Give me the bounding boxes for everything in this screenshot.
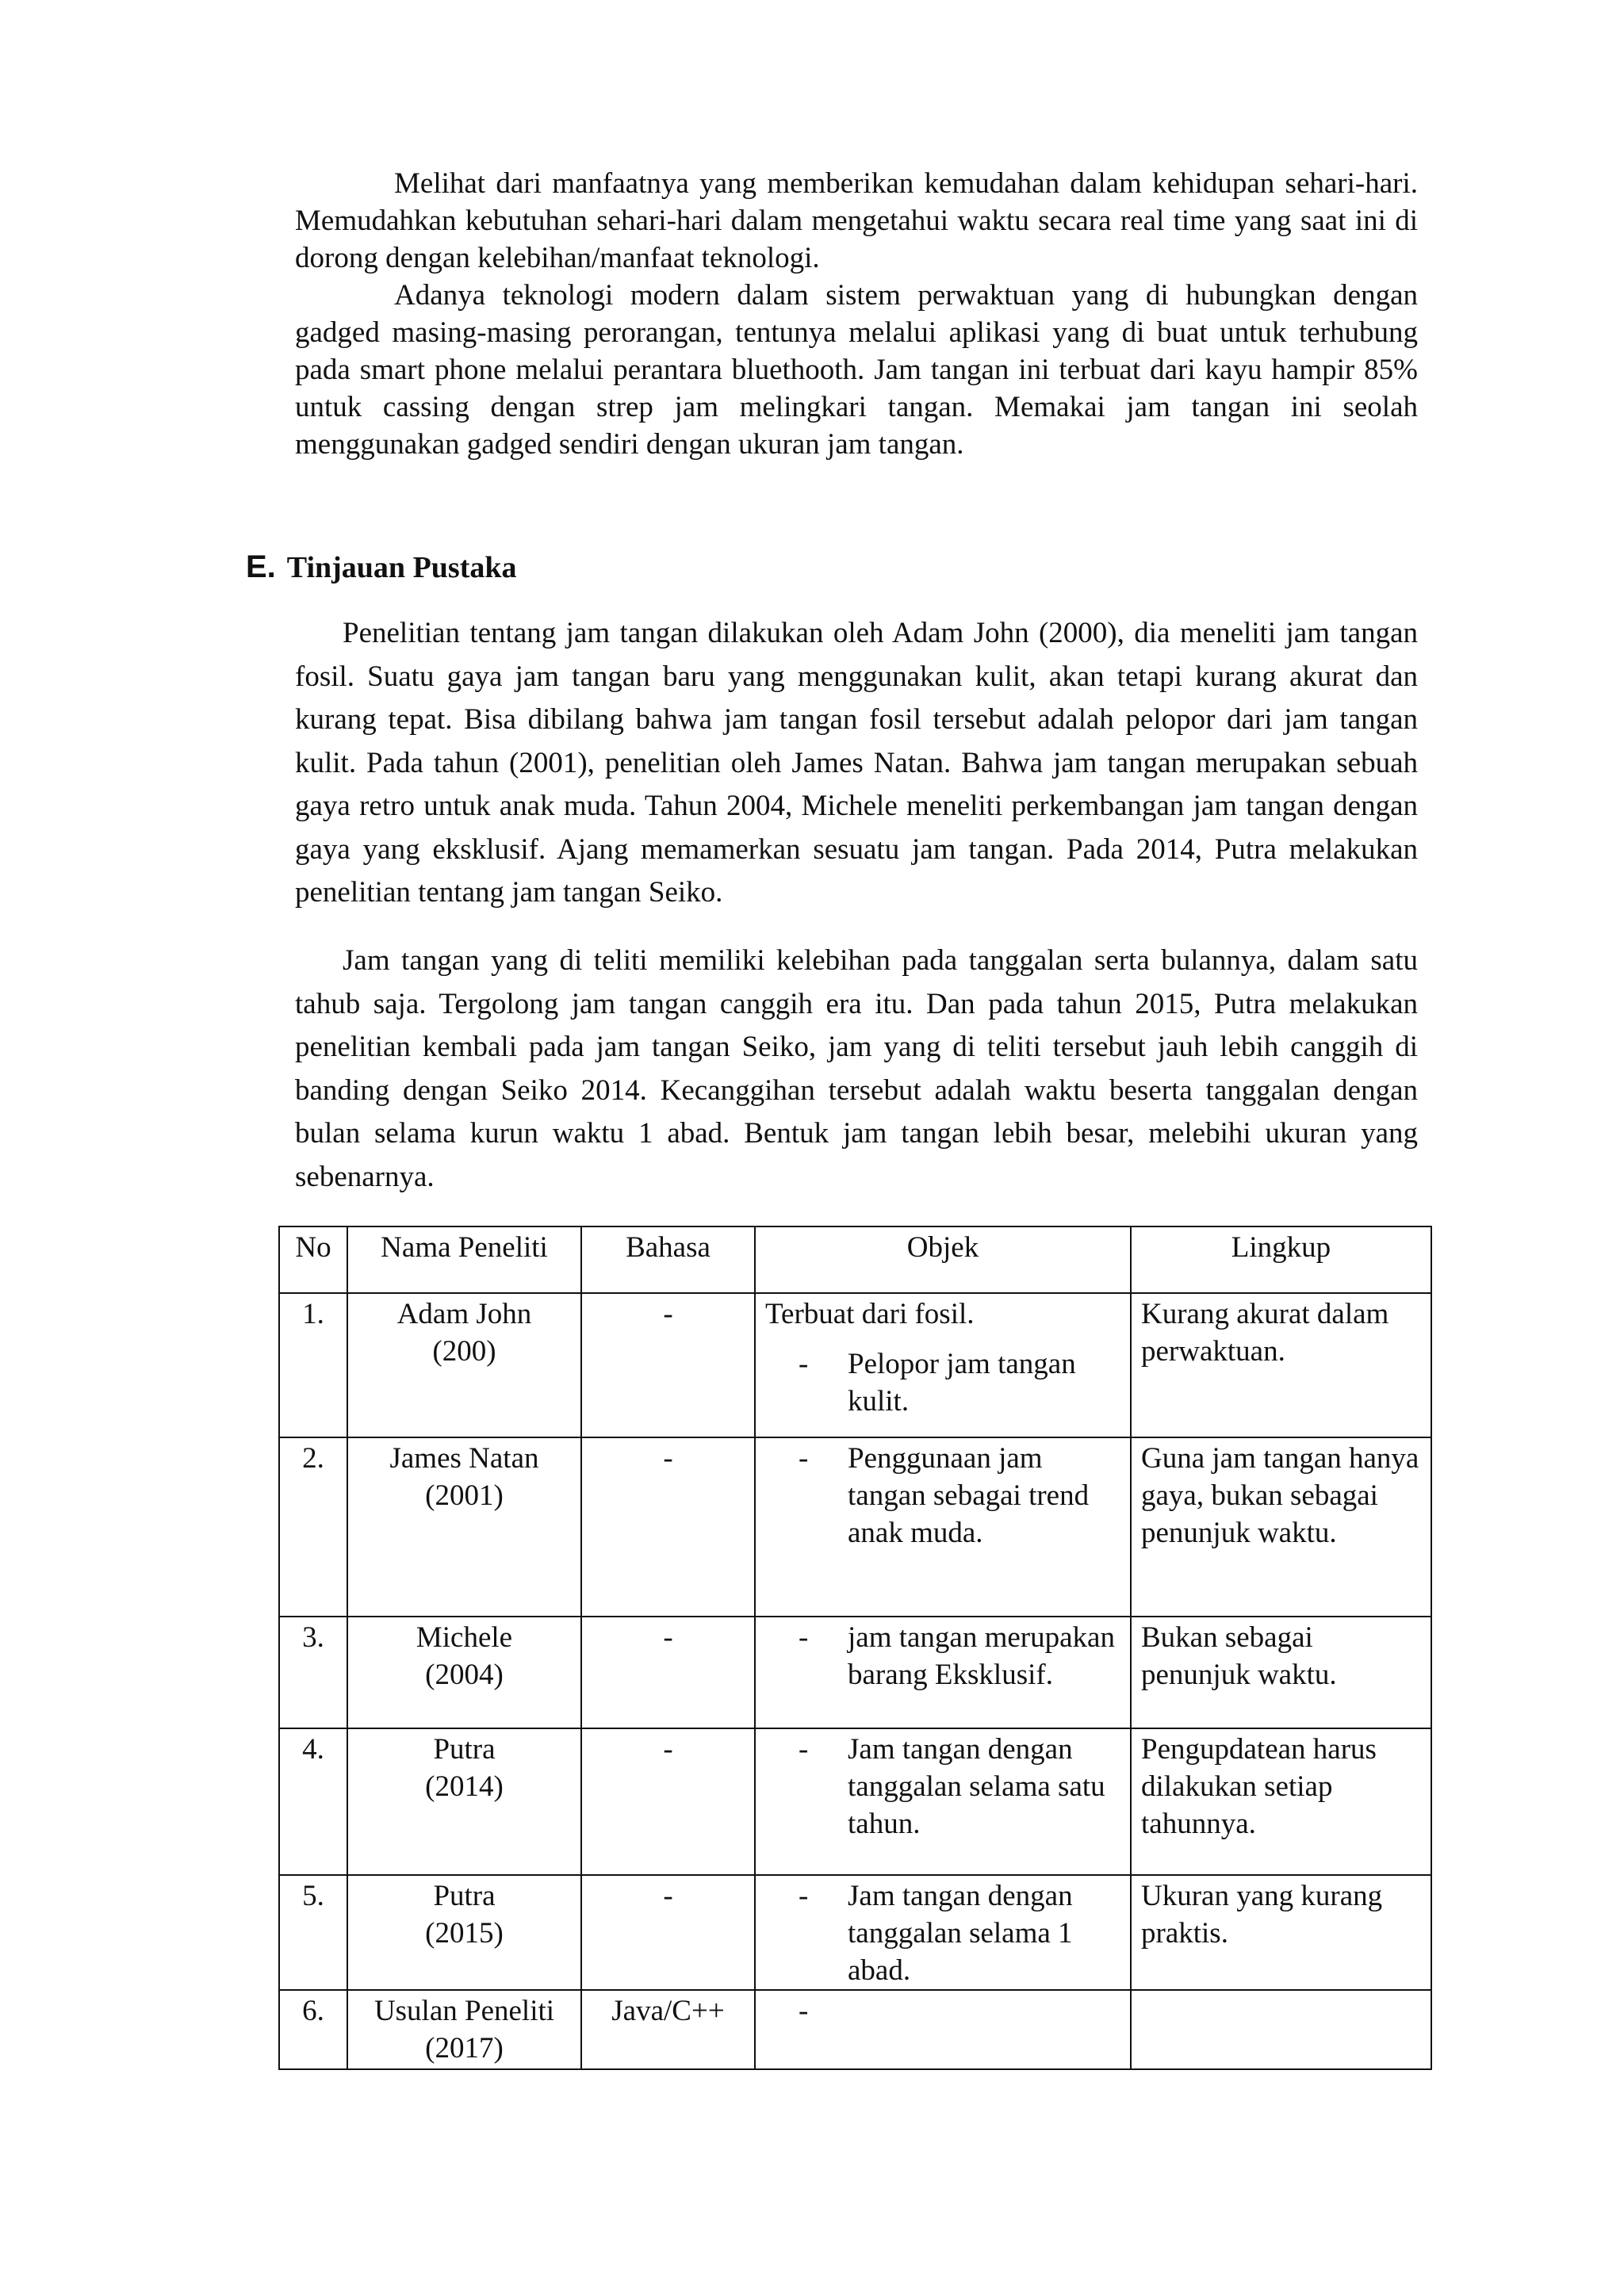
name-line: Putra [433,1880,496,1912]
cell-language: - [581,1437,755,1617]
section-heading [246,547,517,587]
table-row [279,1990,1431,2069]
year-line: (2015) [425,1917,504,1950]
object-item [765,1619,1120,1693]
cell-no: 2. [279,1437,347,1617]
name-line: Usulan Peneliti [373,1995,555,2027]
paragraph: Penelitian tentang jam tangan dilakukan oleh Adam John (2000), dia meneliti jam tangan fosil. Suatu gaya jam tangan baru yang menggunakan kulit, akan tetapi kurang akurat dan kurang tepat. Bisa dibilang bahwa jam tangan fosil tersebut adalah pelopor dari jam tangan kulit. Pada tahun (2001), penelitian oleh James Natan. Bahwa jam tangan merupakan sebuah gaya retro untuk anak muda. Tahun 2004, Michele meneliti perkembangan jam tangan dengan gaya yang eksklusif. Ajang memamerkan sesuatu jam tangan. Pada 2014, Putra melakukan penelitian tentang jam tangan Seiko. [295,617,1418,909]
paragraph: Adanya teknologi modern dalam sistem perwaktuan yang di hubungkan dengan gadged masing-masing perorangan, tentunya melalui aplikasi yang di buat untuk terhubung pada smart phone melalui perantara bluethooth. Jam tangan ini terbuat dari kayu hampir 85% untuk cassing dengan strep jam melingkari tangan. Memakai jam tangan ini seolah menggunakan gadged sendiri dengan ukuran jam tangan. [295,279,1418,461]
cell-object [755,1728,1131,1875]
table-row [279,1617,1431,1728]
research-table [278,1226,1432,2070]
paragraph: Jam tangan yang di teliti memiliki kelebihan pada tanggalan serta bulannya, dalam satu tahub saja. Tergolong jam tangan canggih era itu. Dan pada tahun 2015, Putra melakukan penelitian kembali pada jam tangan Seiko, jam yang di teliti tersebut jauh lebih canggih di banding dengan Seiko 2014. Kecanggihan tersebut adalah waktu beserta tanggalan dengan bulan selama kurun waktu 1 abad. Bentuk jam tangan lebih besar, melebihi ukuran yang sebenarnya. [295,944,1418,1193]
year-line: (2017) [425,2032,504,2064]
cell-object [755,1293,1131,1437]
object-item [765,1877,1120,1989]
object-dash: - [799,1621,809,1654]
object-dash: - [799,1348,809,1380]
name-line: Michele [416,1621,513,1654]
object-dash: - [799,1880,809,1912]
object-item [765,1731,1120,1843]
cell-object [755,1875,1131,1990]
object-text: Pelopor jam tangan kulit. [848,1348,1076,1418]
cell-language: - [581,1293,755,1437]
object-head: Terbuat dari fosil. [765,1298,975,1330]
cell-object [755,1990,1131,2069]
section-letter: E. [246,549,276,584]
section-title: Tinjauan Pustaka [286,551,517,584]
cell-no: 1. [279,1293,347,1437]
year-line: (2014) [425,1770,504,1803]
object-text: Penggunaan jam tangan sebagai trend anak muda. [848,1442,1090,1549]
cell-no: 4. [279,1728,347,1875]
table-header-row [279,1226,1431,1293]
object-item [765,1345,1120,1420]
cell-name [347,1728,581,1875]
object-dash: - [799,1733,809,1766]
header-scope: Lingkup [1131,1226,1431,1293]
object-dash: - [799,1442,809,1475]
cell-scope: Guna jam tangan hanya gaya, bukan sebagai penunjuk waktu. [1131,1437,1431,1617]
cell-name [347,1990,581,2069]
cell-name [347,1293,581,1437]
review-paragraph-1 [295,612,1418,915]
cell-language: - [581,1728,755,1875]
table-row [279,1728,1431,1875]
object-text: jam tangan merupakan barang Eksklusif. [848,1621,1115,1691]
table-row [279,1437,1431,1617]
intro-text [295,165,1418,463]
cell-no: 3. [279,1617,347,1728]
object-item [765,1440,1120,1552]
cell-language: - [581,1875,755,1990]
object-text: Jam tangan dengan tanggalan selama 1 abad. [848,1880,1073,1987]
object-dash: - [799,1995,809,2027]
header-language: Bahasa [581,1226,755,1293]
cell-name [347,1875,581,1990]
cell-object [755,1617,1131,1728]
year-line: (2001) [425,1479,504,1512]
name-line: Putra [433,1733,496,1766]
object-text: Jam tangan dengan tanggalan selama satu tahun. [848,1733,1105,1840]
year-line: (200) [432,1335,496,1368]
cell-scope: Bukan sebagai penunjuk waktu. [1131,1617,1431,1728]
paragraph: Melihat dari manfaatnya yang memberikan kemudahan dalam kehidupan sehari-hari. Memudahkan kebutuhan sehari-hari dalam mengetahui waktu secara real time yang saat ini di dorong dengan kelebihan/manfaat teknologi. [295,167,1418,274]
object-text [848,1992,1120,2030]
cell-scope: Pengupdatean harus dilakukan setiap tahunnya. [1131,1728,1431,1875]
name-line: James Natan [389,1442,539,1475]
review-paragraph-2 [295,939,1418,1199]
header-object: Objek [755,1226,1131,1293]
cell-no: 6. [279,1990,347,2069]
cell-scope: Ukuran yang kurang praktis. [1131,1875,1431,1990]
table-row [279,1293,1431,1437]
cell-no: 5. [279,1875,347,1990]
header-name: Nama Peneliti [347,1226,581,1293]
object-item [765,1992,1120,2030]
cell-scope [1131,1990,1431,2069]
cell-object [755,1437,1131,1617]
header-no: No [279,1226,347,1293]
cell-language: - [581,1617,755,1728]
cell-scope: Kurang akurat dalam perwaktuan. [1131,1293,1431,1437]
year-line: (2004) [425,1659,504,1691]
table-row [279,1875,1431,1990]
cell-name [347,1617,581,1728]
cell-language: Java/C++ [581,1990,755,2069]
name-line: Adam John [396,1298,532,1330]
cell-name [347,1437,581,1617]
